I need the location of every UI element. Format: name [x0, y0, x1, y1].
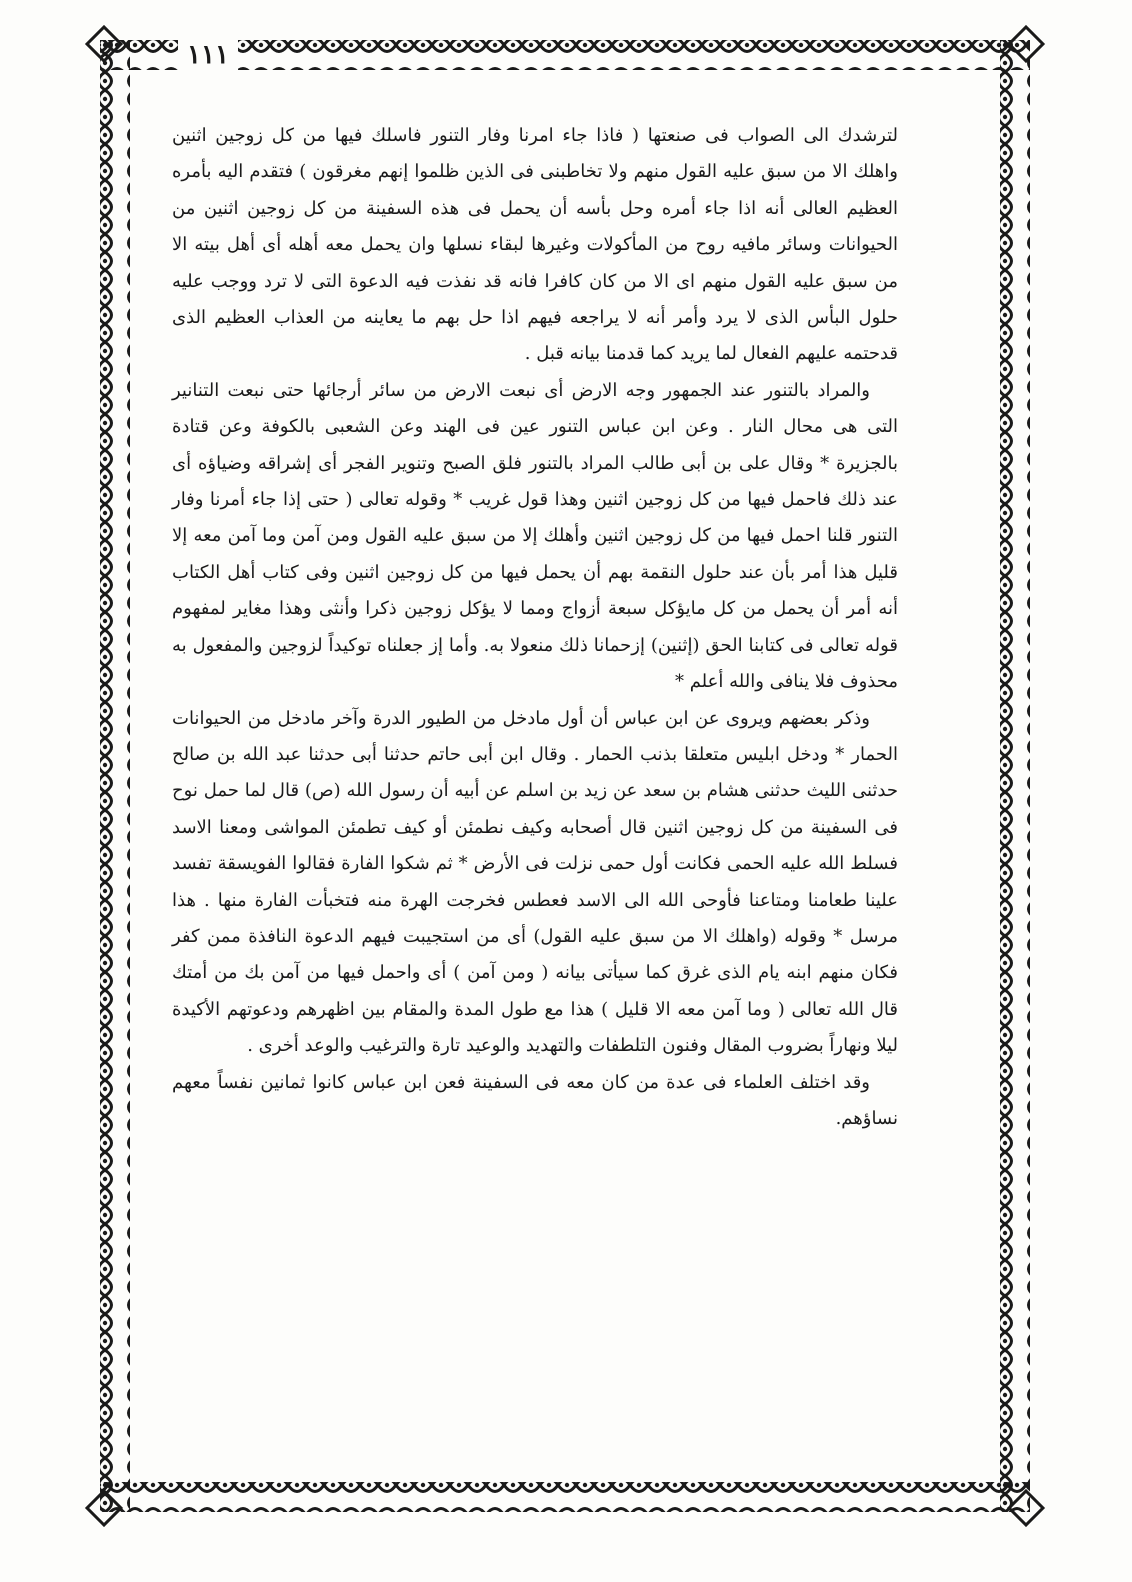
- page-number: ١١١: [178, 38, 238, 72]
- paragraph: وذكر بعضهم ويروى عن ابن عباس أن أول مادخل من الطيور الدرة وآخر مادخل من الحيوانات الحمار * ودخل ابليس متعلقا بذنب الحمار . وقال ابن أبى حاتم حدثنا أبى حدثنا عبد الله بن صالح حدثنى الليث حدثنى هشام بن سعد عن زيد بن اسلم عن أبيه أن رسول الله (ص) قال لما حمل نوح فى السفينة من كل زوجين اثنين قال أصحابه وكيف نطمئن أو كيف تطمئن المواشى ومعنا الاسد فسلط الله عليه الحمى فكانت أول حمى نزلت فى الأرض * ثم شكوا الفارة فقالوا الفويسقة تفسد علينا طعامنا ومتاعنا فأوحى الله الى الاسد فعطس فخرجت الهرة منه فتخبأت الفارة منها . هذا مرسل * وقوله (واهلك الا من سبق عليه القول) أى من استجيبت فيهم الدعوة النافذة ممن كفر فكان منهم ابنه يام الذى غرق كما سيأتى بيانه ( ومن آمن ) أى واحمل فيها من آمن بك من أمتك قال الله تعالى ( وما آمن معه الا قليل ) هذا مع طول المدة والمقام بين اظهرهم ودعوتهم الأكيدة ليلا ونهاراً بضروب المقال وفنون التلطفات والتهديد والوعيد تارة والترغيب والوعد أخرى .: [172, 707, 898, 1057]
- paragraph: وقد اختلف العلماء فى عدة من كان معه فى السفينة فعن ابن عباس كانوا ثمانين نفساً معهم نساؤهم.: [172, 1071, 898, 1129]
- paragraph: والمراد بالتنور عند الجمهور وجه الارض أى نبعت الارض من سائر أرجائها حتى نبعت التنانير التى هى محال النار . وعن ابن عباس التنور عين فى الهند وعن الشعبى بالكوفة وعن قتادة بالجزيرة * وقال على بن أبى طالب المراد بالتنور فلق الصبح وتنوير الفجر أى إشراقه وضياؤه أى عند ذلك فاحمل فيها من كل زوجين اثنين وهذا قول غريب * وقوله تعالى ( حتى إذا جاء أمرنا وفار التنور قلنا احمل فيها من كل زوجين اثنين وأهلك إلا من سبق عليه القول ومن آمن وما آمن معه إلا قليل هذا أمر بأن عند حلول النقمة بهم أن يحمل فيها من كل زوجين اثنين وفى كتاب أهل الكتاب أنه أمر أن يحمل من كل مايؤكل سبعة أزواج ومما لا يؤكل زوجين ذكرا وأنثى وهذا مغاير لمفهوم قوله تعالى فى كتابنا الحق (إثنين) إزحمانا ذلك منعولا به. وأما إز جعلناه توكيداً لزوجين والمفعول به محذوف فلا ينافى والله أعلم *: [172, 379, 898, 693]
- paragraph: لترشدك الى الصواب فى صنعتها ( فاذا جاء امرنا وفار التنور فاسلك فيها من كل زوجين اثنين واهلك الا من سبق عليه القول منهم ولا تخاطبنى فى الذين ظلموا إنهم مغرقون ) فتقدم اليه بأمره العظيم العالى أنه اذا جاء أمره وحل بأسه أن يحمل فى هذه السفينة من كل زوجين اثنين من الحيوانات وسائر مافيه روح من المأكولات وغيرها لبقاء نسلها وان يحمل معه أهله أى أهل بيته الا من سبق عليه القول منهم اى الا من كان كافرا فانه قد نفذت فيه الدعوة التى لا ترد ووجب عليه حلول البأس الذى لا يرد وأمر أنه لا يراجعه فيهم اذا حل بهم ما يعاينه من العذاب العظيم الذى قدحتمه عليهم الفعال لما يريد كما قدمنا بيانه قبل .: [172, 125, 898, 365]
- body-text: [172, 118, 898, 1428]
